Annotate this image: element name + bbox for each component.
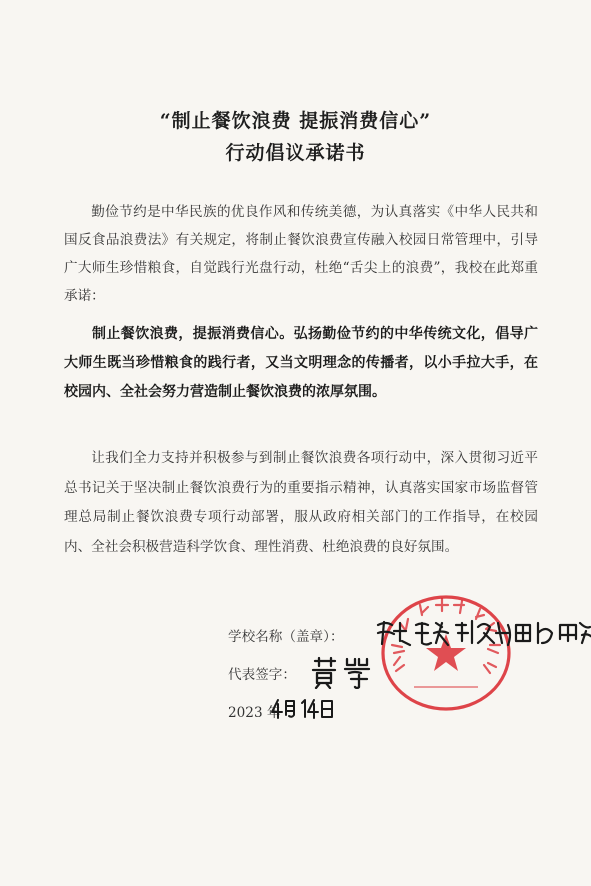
- document-title-line2: 行动倡议承诺书: [225, 142, 366, 164]
- school-name-label: 学校名称（盖章）：: [228, 629, 344, 645]
- document-title-line1: “制止餐饮浪费 提振消费信心”: [159, 110, 432, 132]
- paragraph-intro: 勤俭节约是中华民族的优良作风和传统美德，为认真落实《中华人民共和国反食品浪费法》有关规定，将制止餐饮浪费宣传融入校园日常管理中，引导广大师生珍惜粮食，自觉践行光盘行动，杜绝“舌尖上的浪费”，我校在此郑重承诺：: [64, 204, 538, 304]
- representative-label: 代表签字：: [228, 667, 296, 683]
- handwritten-school-name: [374, 615, 591, 651]
- signature-rep-row: [228, 663, 296, 683]
- handwritten-date: [270, 697, 340, 721]
- handwritten-signature: [311, 655, 375, 689]
- date-printed: 2023 年: [228, 705, 281, 721]
- signature-school-row: [228, 625, 344, 645]
- paragraph-action: 让我们全力支持并积极参与到制止餐饮浪费各项行动中，深入贯彻习近平总书记关于坚决制止餐饮浪费行为的重要指示精神，认真落实国家市场监督管理总局制止餐饮浪费专项行动部署，服从政府相关部门的工作指导，在校园内、全社会积极营造科学饮食、理性消费、杜绝浪费的良好氛围。: [64, 450, 538, 555]
- paragraph-commitment: 制止餐饮浪费，提振消费信心。弘扬勤俭节约的中华传统文化，倡导广大师生既当珍惜粮食的践行者，又当文明理念的传播者，以小手拉大手，在校园内、全社会努力营造制止餐饮浪费的浓厚氛围。: [64, 326, 538, 400]
